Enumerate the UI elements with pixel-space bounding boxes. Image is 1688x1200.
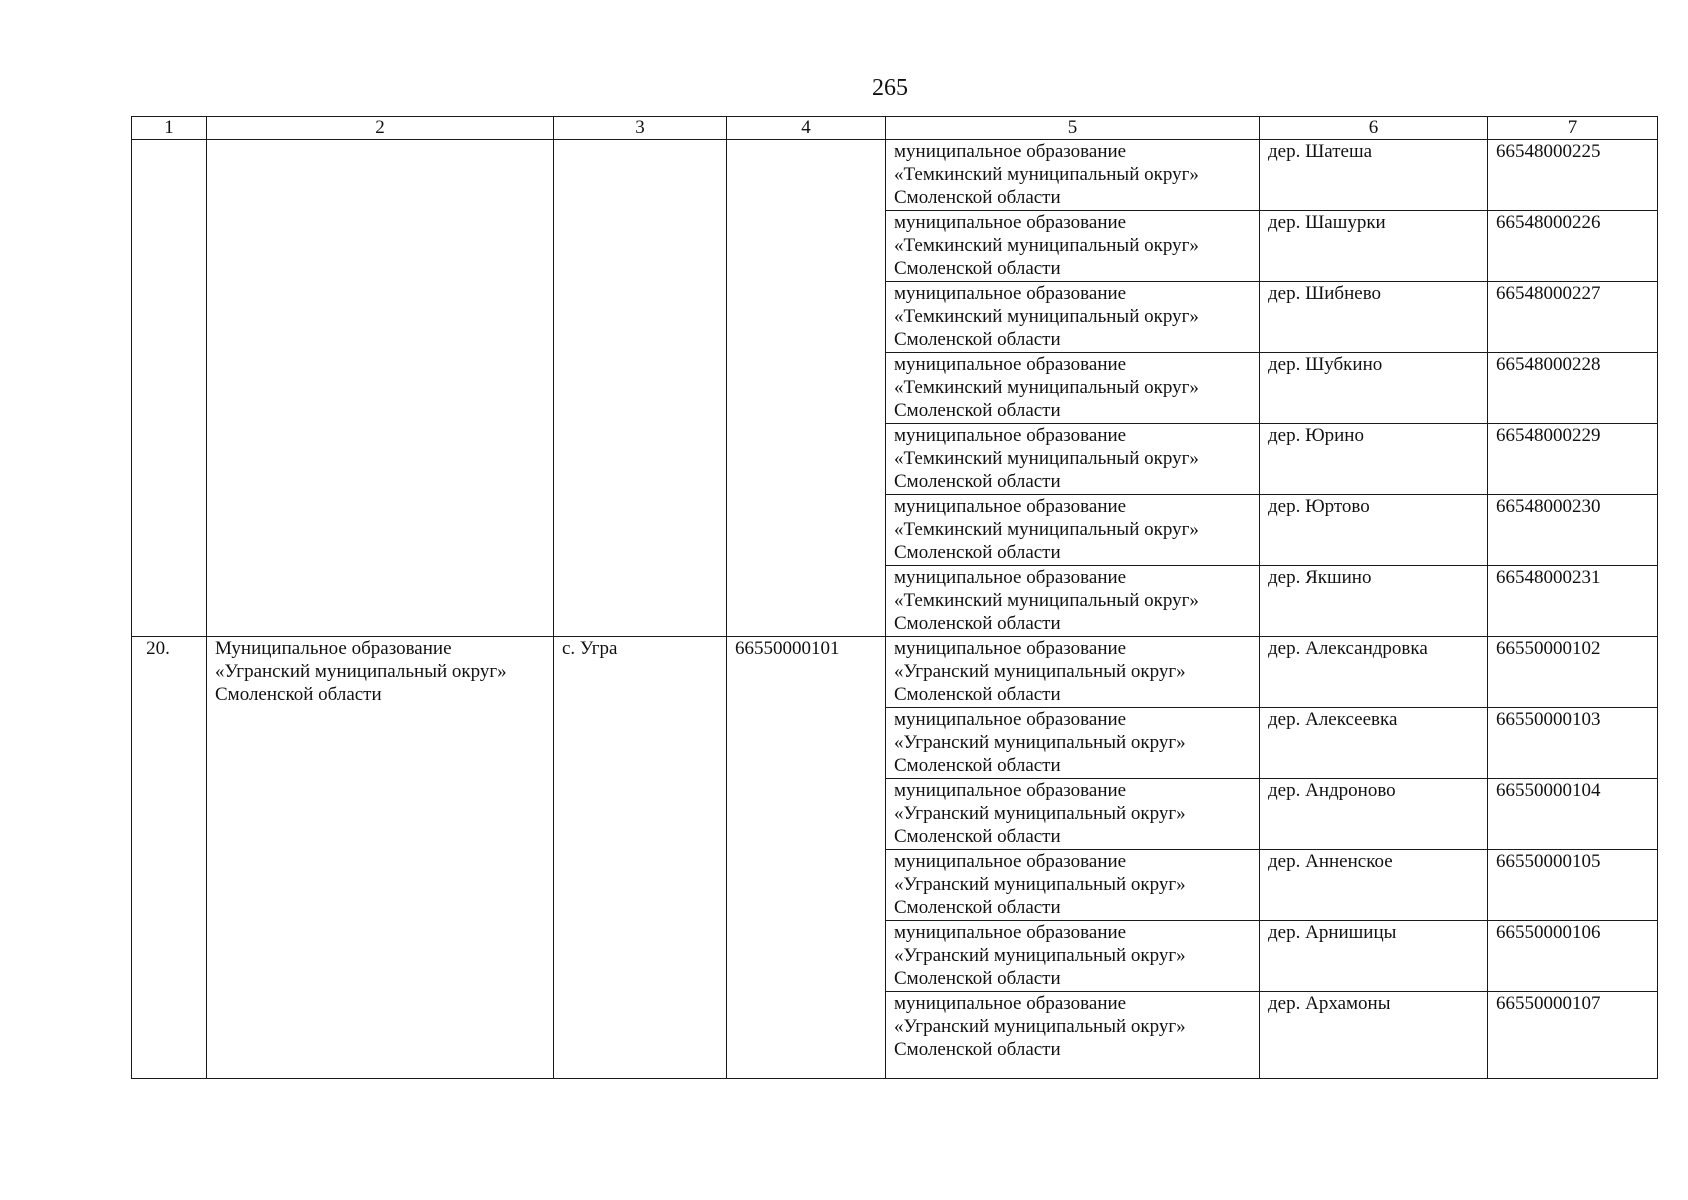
code-cell: 66550000106	[1488, 921, 1658, 992]
code-cell: 66550000107	[1488, 992, 1658, 1079]
municipality-cell: муниципальное образование «Угранский муниципальный округ» Смоленской области	[886, 992, 1260, 1079]
settlement-cell: дер. Арнишицы	[1260, 921, 1488, 992]
code-cell: 66548000225	[1488, 140, 1658, 211]
settlement-cell: дер. Анненское	[1260, 850, 1488, 921]
settlement-cell: дер. Шашурки	[1260, 211, 1488, 282]
empty-cell	[132, 140, 207, 637]
municipality-cell: муниципальное образование «Темкинский муниципальный округ» Смоленской области	[886, 211, 1260, 282]
settlement-cell: дер. Шубкино	[1260, 353, 1488, 424]
header-row	[132, 117, 1658, 140]
empty-cell	[554, 140, 727, 637]
column-header: 2	[207, 117, 554, 140]
empty-cell	[727, 140, 886, 637]
settlement-cell: дер. Александровка	[1260, 637, 1488, 708]
center-cell: с. Угра	[554, 637, 727, 1079]
district-cell: Муниципальное образование «Угранский муниципальный округ» Смоленской области	[207, 637, 554, 1079]
code-cell: 66550000102	[1488, 637, 1658, 708]
municipality-cell: муниципальное образование «Темкинский муниципальный округ» Смоленской области	[886, 495, 1260, 566]
code-cell: 66548000227	[1488, 282, 1658, 353]
table-row	[132, 637, 1658, 708]
column-header: 7	[1488, 117, 1658, 140]
page-number: 265	[872, 75, 908, 101]
column-header: 6	[1260, 117, 1488, 140]
column-header: 4	[727, 117, 886, 140]
settlement-cell: дер. Шатеша	[1260, 140, 1488, 211]
column-header: 1	[132, 117, 207, 140]
row-number-cell: 20.	[132, 637, 207, 1079]
municipality-cell: муниципальное образование «Угранский муниципальный округ» Смоленской области	[886, 637, 1260, 708]
code-cell: 66548000228	[1488, 353, 1658, 424]
table-row	[132, 140, 1658, 211]
column-header: 5	[886, 117, 1260, 140]
center-code-cell: 66550000101	[727, 637, 886, 1079]
settlement-cell: дер. Юртово	[1260, 495, 1488, 566]
code-cell: 66550000104	[1488, 779, 1658, 850]
settlement-cell: дер. Юрино	[1260, 424, 1488, 495]
settlements-table	[131, 116, 1658, 1079]
municipality-cell: муниципальное образование «Темкинский муниципальный округ» Смоленской области	[886, 424, 1260, 495]
code-cell: 66548000230	[1488, 495, 1658, 566]
empty-cell	[207, 140, 554, 637]
settlement-cell: дер. Шибнево	[1260, 282, 1488, 353]
code-cell: 66548000226	[1488, 211, 1658, 282]
code-cell: 66550000105	[1488, 850, 1658, 921]
settlement-cell: дер. Андроново	[1260, 779, 1488, 850]
settlement-cell: дер. Якшино	[1260, 566, 1488, 637]
municipality-cell: муниципальное образование «Угранский муниципальный округ» Смоленской области	[886, 708, 1260, 779]
code-cell: 66548000231	[1488, 566, 1658, 637]
municipality-cell: муниципальное образование «Темкинский муниципальный округ» Смоленской области	[886, 140, 1260, 211]
settlement-cell: дер. Алексеевка	[1260, 708, 1488, 779]
municipality-cell: муниципальное образование «Угранский муниципальный округ» Смоленской области	[886, 850, 1260, 921]
municipality-cell: муниципальное образование «Угранский муниципальный округ» Смоленской области	[886, 921, 1260, 992]
municipality-cell: муниципальное образование «Угранский муниципальный округ» Смоленской области	[886, 779, 1260, 850]
municipality-cell: муниципальное образование «Темкинский муниципальный округ» Смоленской области	[886, 353, 1260, 424]
column-header: 3	[554, 117, 727, 140]
settlement-cell: дер. Архамоны	[1260, 992, 1488, 1079]
municipality-cell: муниципальное образование «Темкинский муниципальный округ» Смоленской области	[886, 566, 1260, 637]
code-cell: 66550000103	[1488, 708, 1658, 779]
code-cell: 66548000229	[1488, 424, 1658, 495]
municipality-cell: муниципальное образование «Темкинский муниципальный округ» Смоленской области	[886, 282, 1260, 353]
